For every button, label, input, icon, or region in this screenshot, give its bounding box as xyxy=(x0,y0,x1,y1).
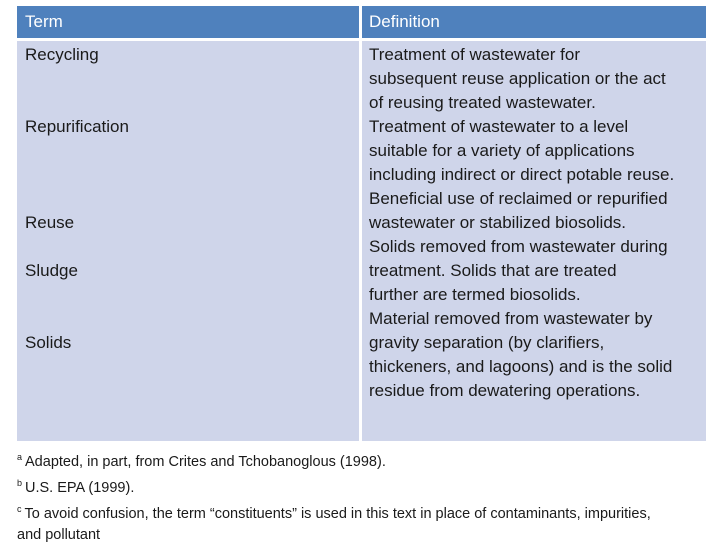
definition-line: wastewater or stabilized biosolids. xyxy=(369,213,627,232)
footnotes xyxy=(17,447,717,546)
term-recycling: Recycling xyxy=(25,45,99,64)
term-solids: Solids xyxy=(25,333,72,352)
definition-line: of reusing treated wastewater. xyxy=(369,93,596,112)
definition-line: Treatment of wastewater for xyxy=(369,45,581,64)
definition-line: thickeners, and lagoons) and is the solid xyxy=(369,357,673,376)
definitions-table xyxy=(17,6,706,441)
definition-line: including indirect or direct potable reuse. xyxy=(369,165,675,184)
footnote-c-continued xyxy=(17,525,717,546)
definition-line: treatment. Solids that are treated xyxy=(369,261,617,280)
footnote-marker: b xyxy=(17,478,23,488)
footnote-c xyxy=(17,499,717,525)
footnote-text: To avoid confusion, the term “constituents” is used in this text in place of contaminants, impurities, xyxy=(24,506,651,522)
definition-column-header: Definition xyxy=(369,12,440,31)
term-repurification: Repurification xyxy=(25,117,129,136)
footnote-marker: c xyxy=(17,504,22,514)
footnote-text: Adapted, in part, from Crites and Tchobanoglous (1998). xyxy=(25,454,386,470)
definition-line: further are termed biosolids. xyxy=(369,285,581,304)
footnote-b xyxy=(17,473,717,499)
definition-line: gravity separation (by clarifiers, xyxy=(369,333,605,352)
footnote-text: U.S. EPA (1999). xyxy=(25,480,135,496)
definition-line: Beneficial use of reclaimed or repurified xyxy=(369,189,668,208)
definition-line: Treatment of wastewater to a level xyxy=(369,117,629,136)
definition-line: Solids removed from wastewater during xyxy=(369,237,668,256)
definition-line: suitable for a variety of applications xyxy=(369,141,635,160)
definition-line: Material removed from wastewater by xyxy=(369,309,653,328)
term-reuse: Reuse xyxy=(25,213,75,232)
definition-line: subsequent reuse application or the act xyxy=(369,69,666,88)
definitions-column xyxy=(369,43,705,403)
column-divider xyxy=(359,6,362,441)
definition-line: residue from dewatering operations. xyxy=(369,381,641,400)
footnote-marker: a xyxy=(17,452,23,462)
term-sludge: Sludge xyxy=(25,261,78,280)
footnote-a xyxy=(17,447,717,473)
term-column-header: Term xyxy=(25,12,63,31)
footnote-text: and pollutant xyxy=(17,527,101,543)
